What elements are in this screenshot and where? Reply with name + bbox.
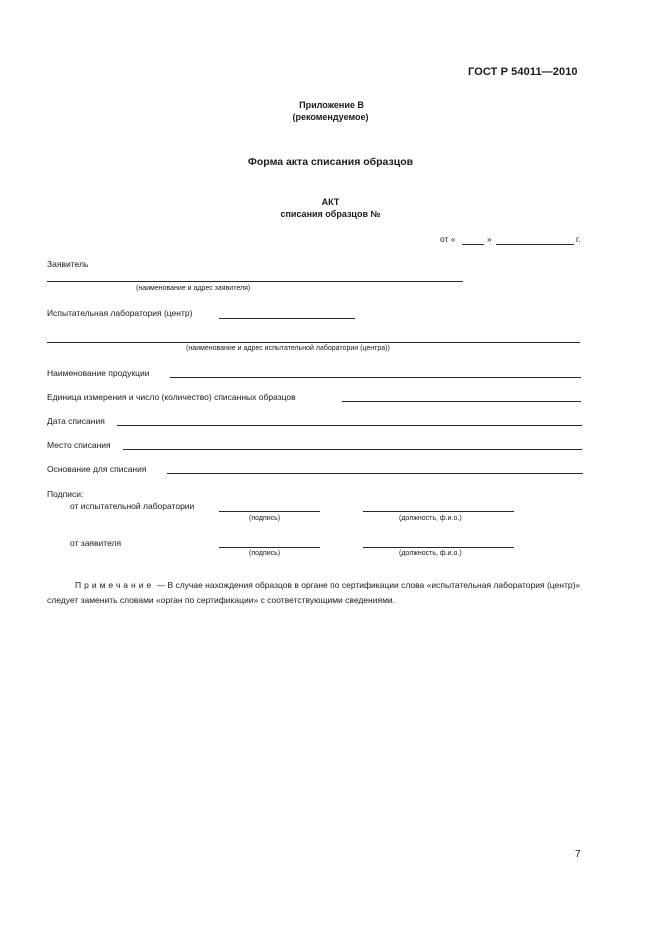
writeoff-date-label: Дата списания bbox=[47, 416, 105, 426]
writeoff-date-field[interactable] bbox=[117, 425, 582, 426]
sign-lab-label: от испытательной лаборатории bbox=[70, 501, 195, 511]
sign-applicant-position-caption: (должность, ф.и.о.) bbox=[399, 550, 462, 557]
annex-heading bbox=[0, 99, 661, 123]
product-field[interactable] bbox=[170, 377, 581, 378]
lab-field[interactable] bbox=[47, 342, 580, 343]
page-number: 7 bbox=[575, 849, 581, 860]
sign-applicant-signature-field[interactable] bbox=[219, 547, 320, 548]
note-lead: Примечание bbox=[75, 580, 155, 590]
sign-lab-signature-field[interactable] bbox=[219, 511, 320, 512]
unit-count-field[interactable] bbox=[342, 401, 581, 402]
date-suffix: г. bbox=[576, 234, 581, 244]
act-title: АКТ bbox=[321, 197, 340, 207]
applicant-field[interactable] bbox=[47, 281, 463, 282]
basis-field[interactable] bbox=[167, 473, 583, 474]
note-text: В случае нахождения образцов в органе по сертификации слова «испытательная лаборатория (центр)» следует заменить словами «орган по сертификации» с соответствующими сведениями. bbox=[47, 580, 581, 605]
date-prefix: от « bbox=[440, 234, 456, 244]
form-title: Форма акта списания образцов bbox=[247, 156, 414, 168]
act-subtitle: списания образцов № bbox=[280, 209, 381, 219]
lab-field-inline[interactable] bbox=[219, 318, 355, 319]
unit-count-label: Единица измерения и число (количество) списанных образцов bbox=[47, 392, 296, 402]
date-month-year-field[interactable] bbox=[496, 244, 574, 245]
document-code: ГОСТ Р 54011—2010 bbox=[468, 66, 578, 78]
date-quote-close: » bbox=[487, 234, 492, 244]
basis-label: Основание для списания bbox=[47, 464, 147, 474]
annex-title: Приложение В bbox=[299, 100, 364, 110]
place-field[interactable] bbox=[123, 449, 582, 450]
date-day-field[interactable] bbox=[462, 244, 484, 245]
applicant-label: Заявитель bbox=[47, 259, 89, 269]
lab-label: Испытательная лаборатория (центр) bbox=[47, 308, 193, 318]
lab-caption: (наименование и адрес испытательной лаборатории (центра)) bbox=[186, 345, 390, 352]
annex-status: (рекомендуемое) bbox=[292, 112, 369, 122]
place-label: Место списания bbox=[47, 440, 111, 450]
product-label: Наименование продукции bbox=[47, 368, 150, 378]
note-paragraph bbox=[47, 578, 587, 608]
sign-applicant-signature-caption: (подпись) bbox=[249, 550, 281, 557]
note-dash: — bbox=[154, 580, 168, 590]
sign-applicant-label: от заявителя bbox=[70, 538, 122, 548]
sign-lab-position-field[interactable] bbox=[363, 511, 514, 512]
applicant-caption: (наименование и адрес заявителя) bbox=[136, 285, 251, 292]
signatures-title: Подписи: bbox=[47, 489, 84, 499]
act-heading bbox=[0, 196, 661, 220]
sign-lab-signature-caption: (подпись) bbox=[249, 515, 281, 522]
sign-lab-position-caption: (должность, ф.и.о.) bbox=[399, 515, 462, 522]
sign-applicant-position-field[interactable] bbox=[363, 547, 514, 548]
